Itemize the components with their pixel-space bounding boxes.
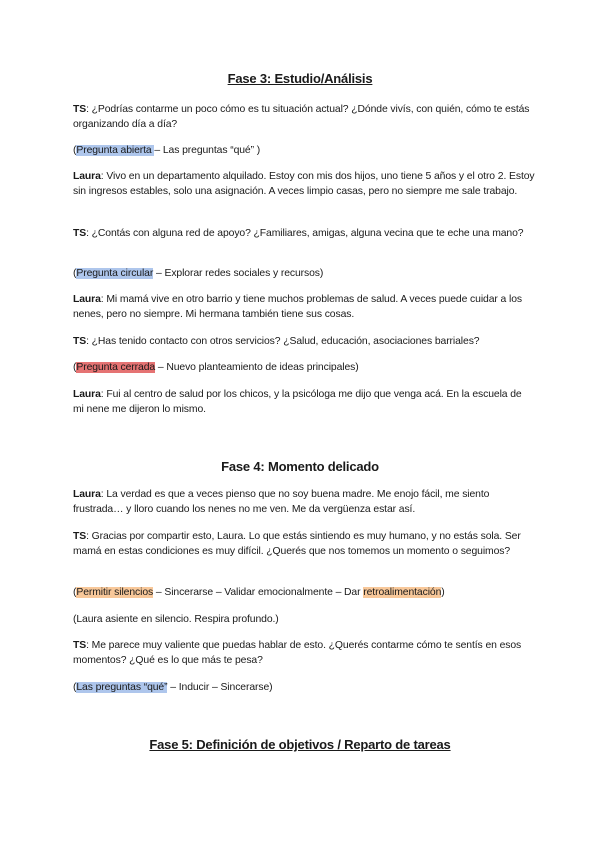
dialogue-laura: Laura: Vivo en un departamento alquilado. Estoy con mis dos hijos, uno tiene 5 años y el otro 2. Estoy sin ingresos estables, solo una asignación. A veces limpio casas, pero no siempre me sale trabajo. <box>73 171 535 198</box>
dialogue-laura: Laura: Mi mamá vive en otro barrio y tiene muchos problemas de salud. A veces puede cuidar a los nenes, pero no siempre. Mi hermana también tiene sus cosas. <box>73 294 522 321</box>
dialogue-laura: Laura: La verdad es que a veces pienso que no soy buena madre. Me enojo fácil, me siento frustrada… y lloro cuando los nenes no me ven. Me da vergüenza estar así. <box>73 489 490 516</box>
dialogue-ts: TS: Gracias por compartir esto, Laura. Lo que estás sintiendo es muy humano, y no estás sola. Ser mamá en estas condiciones es muy difícil. ¿Querés que nos tomemos un momento o seguimos? <box>73 531 521 558</box>
technique-note: (Pregunta circular – Explorar redes sociales y recursos) <box>73 268 324 279</box>
dialogue-ts: TS: ¿Podrías contarme un poco cómo es tu situación actual? ¿Dónde vivís, con quién, cómo te estás organizando día a día? <box>73 104 530 131</box>
highlight-pregunta-cerrada: Pregunta cerrada <box>76 362 156 373</box>
section-title-fase-4: Fase 4: Momento delicado <box>221 459 379 474</box>
highlight-pregunta-abierta: Pregunta abierta <box>76 145 155 156</box>
dialogue-ts: TS: ¿Contás con alguna red de apoyo? ¿Familiares, amigas, alguna vecina que te eche una mano? <box>73 228 524 239</box>
highlight-retroalimentacion: retroalimentación <box>363 587 442 598</box>
technique-note: (Pregunta cerrada – Nuevo planteamiento de ideas principales) <box>73 362 359 373</box>
dialogue-ts: TS: ¿Has tenido contacto con otros servicios? ¿Salud, educación, asociaciones barriales? <box>73 336 480 347</box>
highlight-pregunta-circular: Pregunta circular <box>76 268 154 279</box>
highlight-permitir-silencios: Permitir silencios <box>76 587 154 598</box>
section-title-fase-5: Fase 5: Definición de objetivos / Reparto de tareas <box>149 737 451 752</box>
dialogue-ts: TS: Me parece muy valiente que puedas hablar de esto. ¿Querés contarme cómo te sentís en esos momentos? ¿Qué es lo que más te pesa? <box>73 640 522 667</box>
technique-note: (Pregunta abierta – Las preguntas “qué” ) <box>73 145 261 156</box>
technique-note: (Las preguntas “qué” – Inducir – Sincerarse) <box>73 682 273 693</box>
stage-direction: (Laura asiente en silencio. Respira profundo.) <box>73 614 279 625</box>
technique-note: (Permitir silencios – Sincerarse – Validar emocionalmente – Dar retroalimentación) <box>73 587 445 598</box>
section-title-fase-3: Fase 3: Estudio/Análisis <box>227 71 373 86</box>
highlight-preguntas-que: Las preguntas “qué” <box>76 682 168 693</box>
dialogue-laura: Laura: Fui al centro de salud por los chicos, y la psicóloga me dijo que venga acá. En la escuela de mi nene me dijeron lo mismo. <box>73 389 522 416</box>
